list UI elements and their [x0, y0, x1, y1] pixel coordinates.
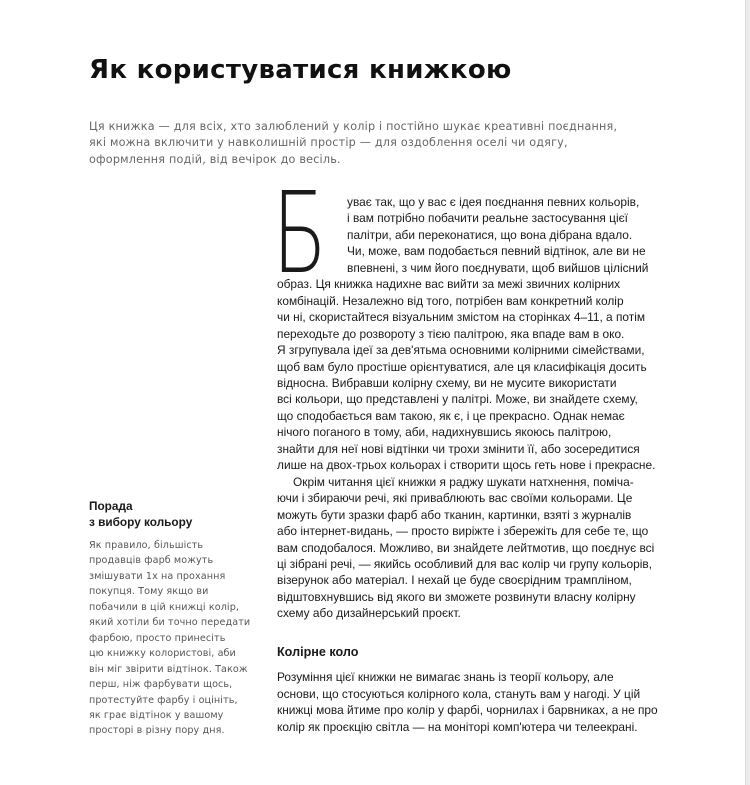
sidebar-line: він міг звірити відтінок. Також	[89, 663, 248, 675]
text-line: Розуміння цієї книжки не вимагає знань із теорії кольору, але	[277, 670, 614, 684]
sidebar-title-line: з вибору кольору	[89, 515, 193, 529]
sidebar-line: цю книжку колористові, аби	[89, 648, 236, 660]
sidebar-line: який хотіли би точно передати	[89, 617, 251, 629]
text-line: книжці мова йтиме про колір у фарбі, чорнилах і барвниках, а не про	[277, 703, 658, 718]
text-line: можуть бути зразки фарб або тканин, картинки, взяті з журналів	[277, 507, 632, 522]
drop-cap: Б	[272, 169, 328, 299]
text-line: схему або дизайнерський проєкт.	[277, 606, 461, 621]
sidebar-line: просторі в різну пору дня.	[89, 725, 225, 737]
text-line: лише на двох-трьох кольорах і створити щось геть нове і прекрасне.	[277, 458, 656, 473]
intro-line: Ця книжка — для всіх, хто залюблений у колір і постійно шукає креативні поєднання,	[89, 120, 618, 133]
text-line: всі кольори, що представлені у палітрі. Може, ви знайдете схему,	[277, 392, 638, 407]
text-line: або інтернет-видань, — просто виріжте і збережіть для себе те, що	[277, 524, 649, 539]
sidebar-line: фарбою, просто принесіть	[89, 632, 226, 644]
text-line: Я згрупувала ідеї за дев'ятьма основними колірними сімействами,	[277, 343, 645, 358]
page-edge-shadow	[745, 0, 750, 785]
text-line: комбінацій. Незалежно від того, потрібен вам конкретний колір	[277, 293, 624, 308]
sidebar-line: побачили в цій книжці колір,	[89, 601, 240, 613]
section-text	[277, 669, 658, 735]
text-line: ці зібрані речі, — якийсь особливий для вас колір чи групу кольорів,	[277, 556, 653, 571]
text-line: Окрім читання цієї книжки я раджу шукати натхнення, поміча-	[293, 474, 634, 489]
text-line: образ. Ця книжка надихне вас вийти за межі звичних колірних	[277, 277, 621, 292]
sidebar-line: протестуйте фарбу і оцініть,	[89, 694, 238, 706]
text-line: відштовхнувшись від якого ви зможете розвинути власну колірну	[277, 589, 636, 604]
sidebar-tip-text	[89, 538, 249, 739]
text-line: знайти для неї нові відтінки чи трохи змінити її, або зосередитися	[277, 441, 640, 456]
text-line: вам сподобалося. Можливо, ви знайдете лейтмотив, що поєднує всі	[277, 540, 655, 555]
text-line: впевнені, з чим його поєднувати, щоб вийшов цілісний	[347, 260, 649, 275]
text-line: нічого поганого в тому, аби, надихнувшись якоюсь палітрою,	[277, 425, 612, 440]
text-line: переходьте до розвороту з тією палітрою, яка впаде вам в око.	[277, 326, 625, 341]
text-line: колір як проєкцію світла — на моніторі комп'ютера чи телеекрані.	[277, 719, 638, 734]
main-text	[277, 194, 656, 622]
text-line: що сподобається вам такою, як є, і це прекрасно. Однак немає	[277, 408, 625, 423]
text-line: відносна. Вибравши колірну схему, ви не мусите використати	[277, 375, 617, 390]
sidebar-line: Як правило, більшість	[89, 540, 204, 551]
text-line: Чи, може, вам подобається певний відтінок, але ви не	[347, 244, 646, 259]
text-line: чи ні, скористайтеся візуальним змістом на сторінках 4–11, а потім	[277, 310, 646, 325]
text-line: щоб вам було простіше орієнтуватися, але ця класифікація досить	[277, 359, 647, 374]
text-line: візерунок або матеріал. І нехай це буде своєрідним трампліном,	[277, 573, 632, 588]
sidebar-title-line: Порада	[89, 499, 133, 513]
intro-paragraph	[89, 119, 649, 168]
intro-line: які можна включити у навколишній простір — для оздоблення оселі чи одягу,	[89, 136, 568, 150]
intro-line: оформлення подій, від вечірок до весіль.	[89, 152, 341, 166]
text-line: і вам потрібно побачити реальне застосування цієї	[347, 211, 628, 226]
text-line: уває так, що у вас є ідея поєднання певних кольорів,	[347, 195, 640, 209]
page-title: Як користуватися книжкою	[89, 55, 512, 85]
sidebar-line: як грає відтінок у вашому	[89, 709, 224, 721]
text-line: основи, що стосуються колірного кола, стануть вам у нагоді. У цій	[277, 686, 641, 701]
sidebar-line: перш, ніж фарбувати щось,	[89, 679, 233, 691]
sidebar-title	[89, 498, 192, 530]
section-heading: Колірне коло	[277, 645, 359, 659]
sidebar-line: покупця. Тому якщо ви	[89, 586, 209, 598]
text-line: ючи і збираючи речі, які приваблюють вас своїми кольорами. Це	[277, 491, 633, 506]
sidebar-line: змішувати 1x на прохання	[89, 570, 226, 582]
sidebar-line: продавців фарб можуть	[89, 555, 214, 567]
text-line: палітри, аби переконатися, що вона дібрана вдало.	[347, 227, 633, 242]
